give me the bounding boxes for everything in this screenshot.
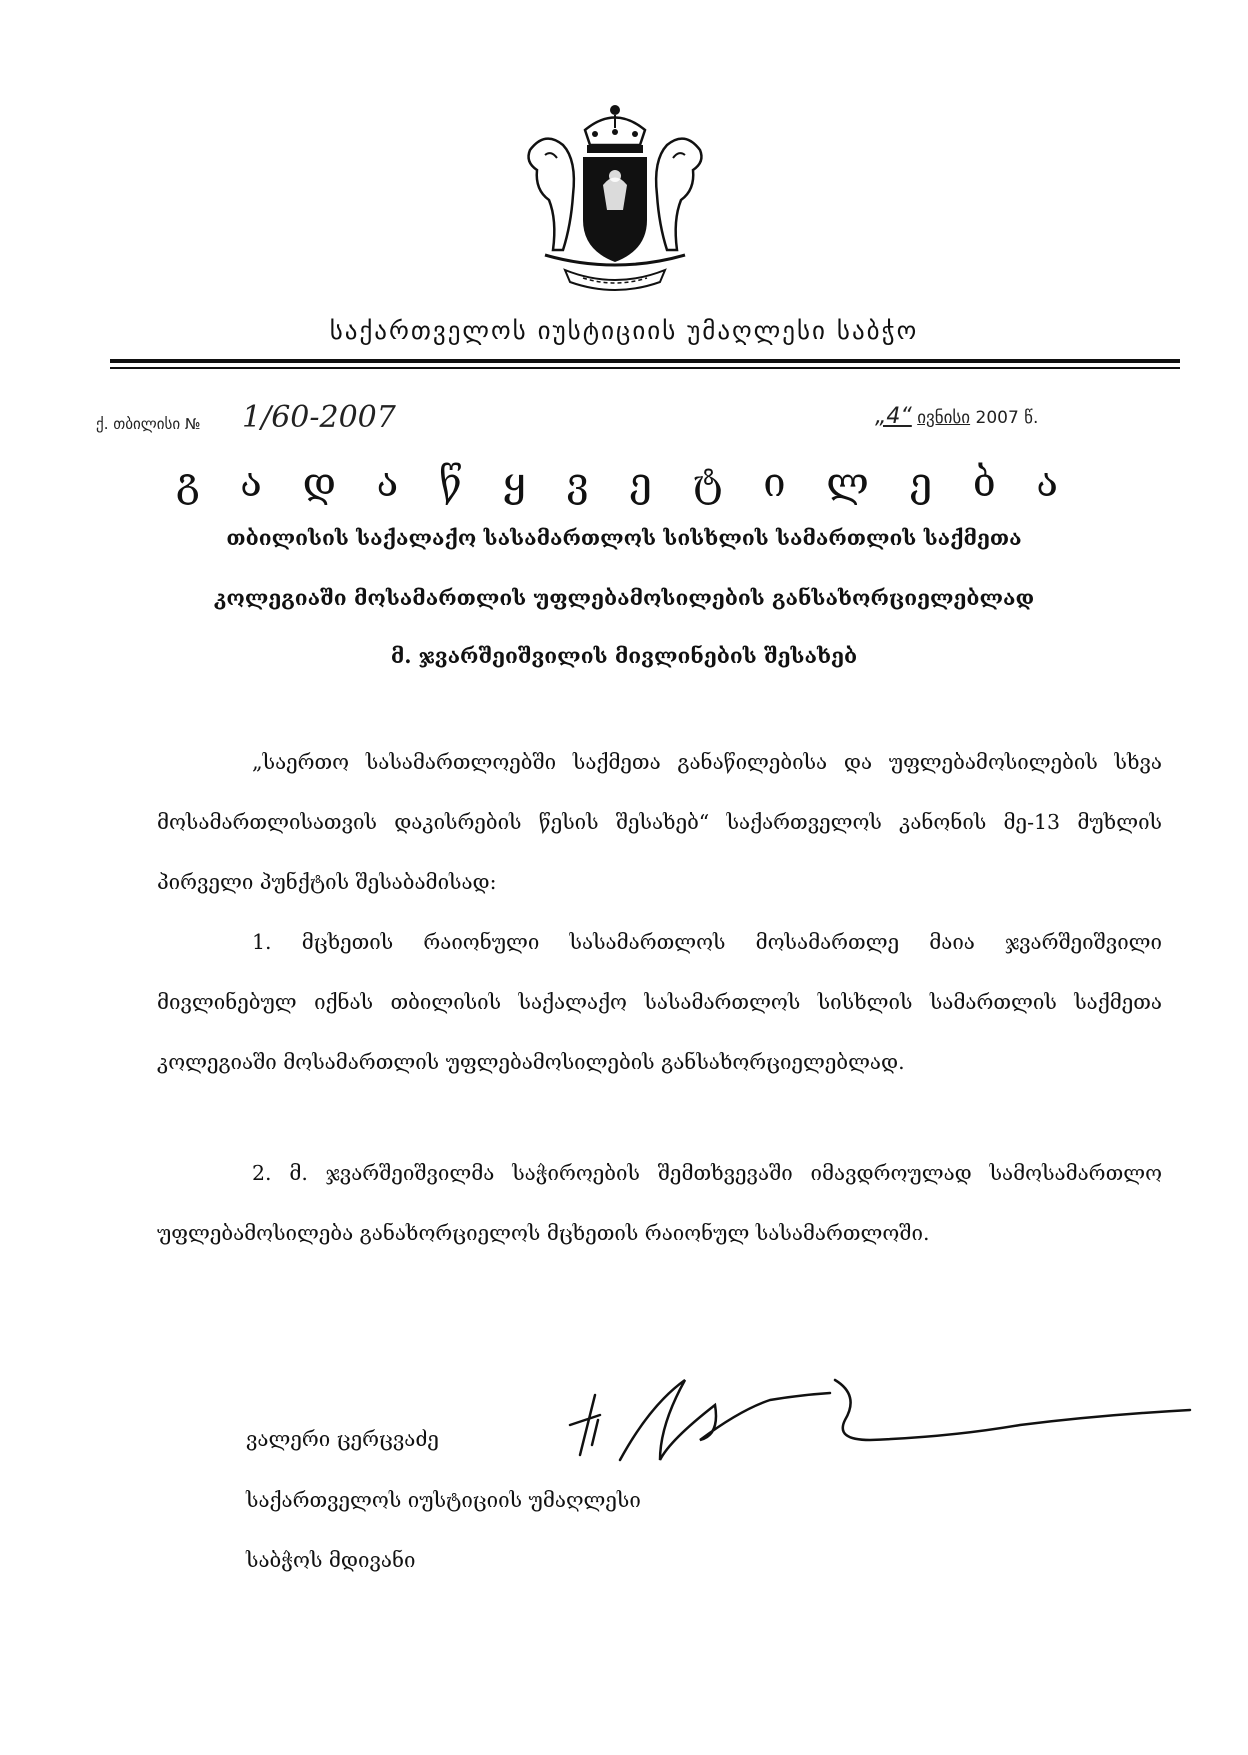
document-date — [875, 404, 1038, 429]
coat-of-arms-emblem — [515, 100, 715, 295]
point-1-paragraph: 1. მცხეთის რაიონული სასამართლოს მოსამართლე მაია ჯვარშეიშვილი მივლინებულ იქნას თბილისის საქალაქო სასამართლოს სისხლის სამართლის საქმეთა კოლეგიაში მოსამართლის უფლებამოსილების განსახორციელებლად. — [157, 930, 1162, 1074]
signer-name: ვალერი ცერცვაძე — [246, 1427, 439, 1451]
preamble-paragraph: „საერთო სასამართლოებში საქმეთა განაწილებისა და უფლებამოსილების სხვა მოსამართლისათვის დაკისრების წესის შესახებ“ საქართველოს კანონის მე-13 მუხლის პირველი პუნქტის შესაბამისად: — [157, 750, 1162, 894]
subtitle-line-3: მ. ჯვარშეიშვილის მივლინების შესახებ — [390, 643, 858, 668]
signer-title-line-2: საბჭოს მდივანი — [246, 1548, 416, 1572]
place-label: ქ. თბილისი № — [96, 415, 201, 433]
handwritten-signature — [500, 1365, 1220, 1485]
council-name: საქართველოს იუსტიციის უმაღლესი საბჭო — [329, 316, 919, 345]
signer-title-line-1: საქართველოს იუსტიციის უმაღლესი — [246, 1488, 641, 1512]
point-2-paragraph: 2. მ. ჯვარშეიშვილმა საჭიროების შემთხვევაში იმავდროულად სამოსამართლო უფლებამოსილება განახორციელოს მცხეთის რაიონულ სასამართლოში. — [157, 1161, 1162, 1245]
date-month: ივნისი — [917, 408, 971, 428]
document-title: გ ა დ ა წ ყ ვ ე ტ ი ლ ე ბ ა — [175, 460, 1073, 506]
header-divider-thick — [110, 359, 1180, 363]
document-number: 1/60-2007 — [242, 400, 396, 435]
date-day: „4“ — [875, 404, 912, 429]
subtitle-line-2: კოლეგიაში მოსამართლის უფლებამოსილების განსახორციელებლად — [213, 585, 1035, 610]
header-divider-thin — [110, 367, 1180, 369]
subtitle-line-1: თბილისის საქალაქო სასამართლოს სისხლის სამართლის საქმეთა — [226, 525, 1022, 550]
date-year: 2007 წ. — [975, 408, 1039, 428]
